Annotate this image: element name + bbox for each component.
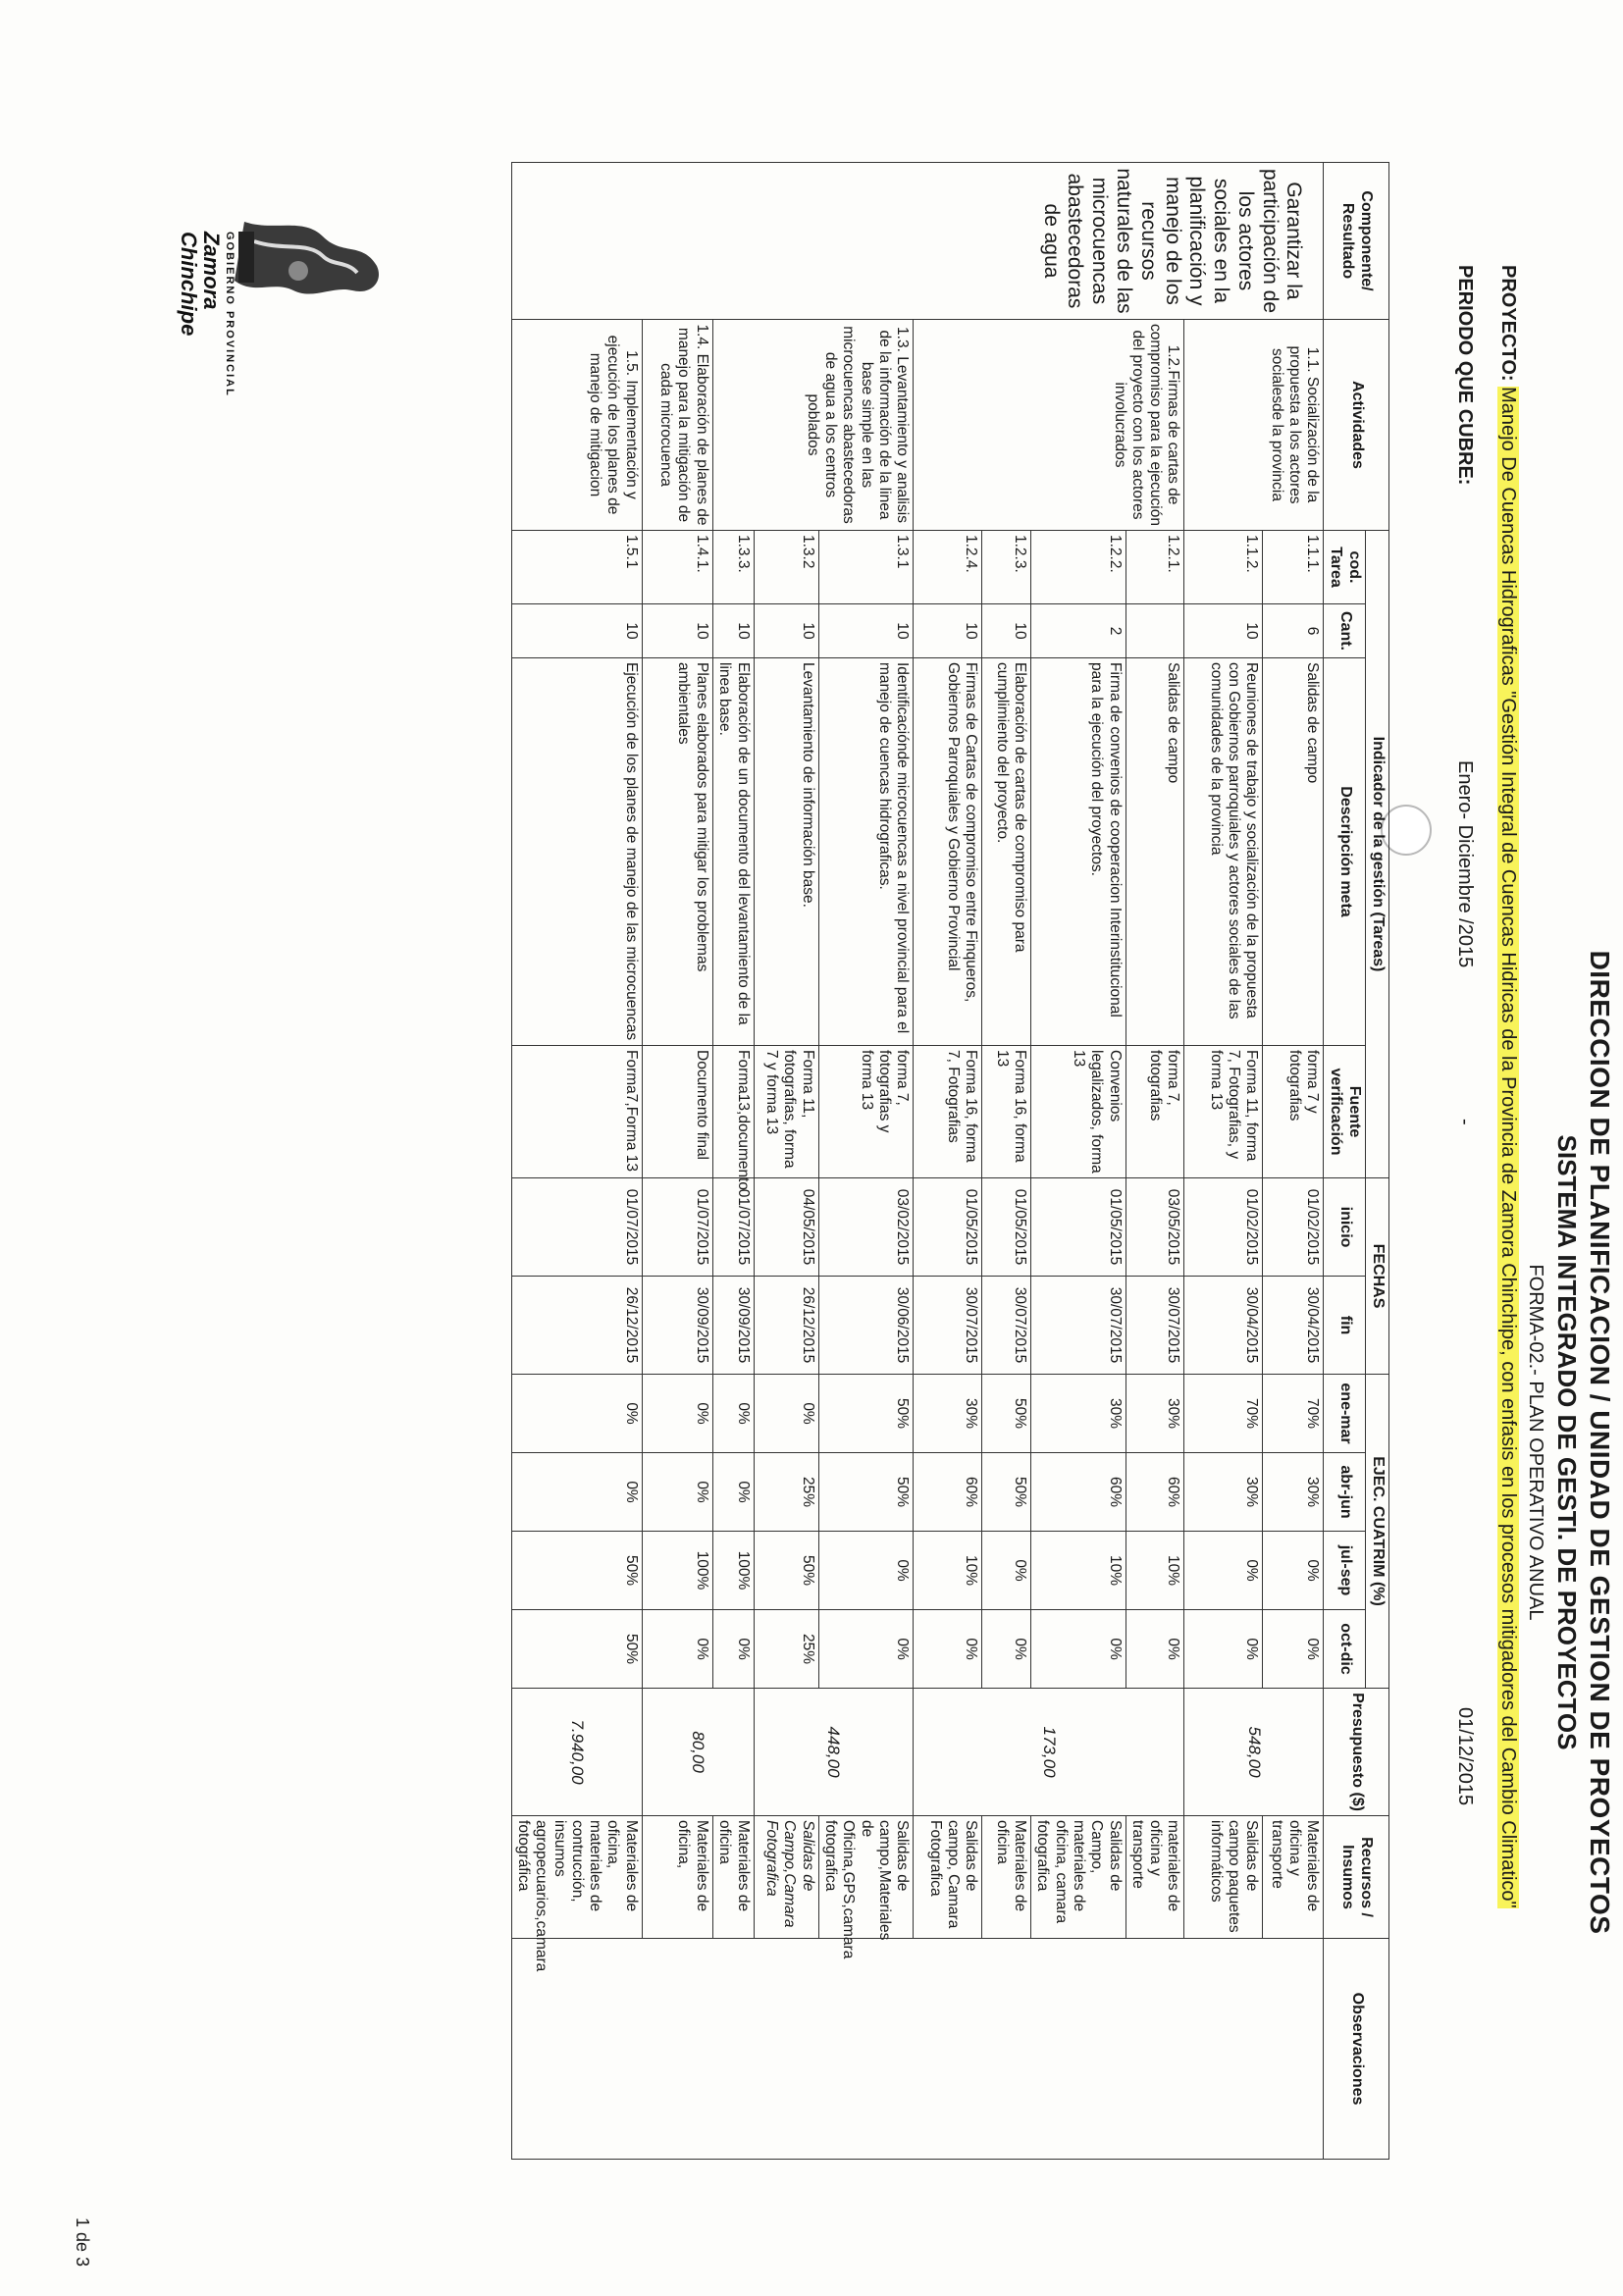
- task-code: 1.2.1.: [1126, 531, 1184, 604]
- task-q3: 100%: [712, 1532, 754, 1610]
- task-q2: 60%: [1031, 1453, 1126, 1532]
- task-q3: 10%: [1126, 1532, 1184, 1610]
- task-q4: 0%: [642, 1610, 712, 1689]
- task-q3: 0%: [982, 1532, 1031, 1610]
- task-qty: [1126, 604, 1184, 658]
- task-q1: 0%: [712, 1375, 754, 1453]
- task-q4: 0%: [712, 1610, 754, 1689]
- task-q1: 0%: [642, 1375, 712, 1453]
- header-q4: oct-dic: [1324, 1610, 1366, 1689]
- task-description: Ejecución de los planes de manejo de las microcuencas: [511, 658, 642, 1046]
- task-q2: 0%: [642, 1453, 712, 1532]
- task-q3: 50%: [754, 1532, 818, 1610]
- task-code: 1.5.1: [511, 531, 642, 604]
- task-start: 01/07/2015: [642, 1178, 712, 1277]
- task-end: 30/09/2015: [712, 1277, 754, 1375]
- task-resources: Materiales de oficina y transporte: [1263, 1816, 1324, 1939]
- task-source: Forma7,Forma 13: [511, 1046, 642, 1178]
- document-title: DIRECCION DE PLANIFICACION / UNIDAD DE GESTION DE PROYECTOS: [1585, 950, 1615, 1935]
- activity-1-2: 1.2.Firmas de cartas de compromiso para la ejecución del proyecto con los actores involucrados: [914, 320, 1184, 531]
- task-source: forma 7, fotografias: [1126, 1046, 1184, 1178]
- header-code: cod. Tarea: [1324, 531, 1366, 604]
- task-start: 03/02/2015: [818, 1178, 913, 1277]
- header-execution: EJEC. CUATRIM (%): [1366, 1375, 1389, 1689]
- task-qty: 10: [754, 604, 818, 658]
- task-qty: 2: [1031, 604, 1126, 658]
- task-source: forma 7 y fotografias: [1263, 1046, 1324, 1178]
- operating-plan-table: [511, 162, 1389, 2160]
- task-start: 04/05/2015: [754, 1178, 818, 1277]
- task-q2: 50%: [818, 1453, 913, 1532]
- task-end: 30/04/2015: [1263, 1277, 1324, 1375]
- task-description: Firmas de Cartas de compromiso entre Finqueros, Gobiernos Parroquiales y Gobierno Provincial: [914, 658, 982, 1046]
- logo-government-label: GOBIERNO PROVINCIAL: [224, 232, 236, 397]
- task-q2: 30%: [1263, 1453, 1324, 1532]
- task-q4: 25%: [754, 1610, 818, 1689]
- task-end: 26/12/2015: [511, 1277, 642, 1375]
- task-q4: 0%: [1031, 1610, 1126, 1689]
- task-code: 1.3.3.: [712, 531, 754, 604]
- task-q4: 0%: [1263, 1610, 1324, 1689]
- header-description: Descripción meta: [1324, 658, 1366, 1046]
- task-source: Forma 16, forma 7, Fotografias: [914, 1046, 982, 1178]
- task-start: 01/02/2015: [1184, 1178, 1263, 1277]
- task-description: Elaboración de un documento del levantamiento de la linea base.: [712, 658, 754, 1046]
- task-q1: 30%: [1031, 1375, 1126, 1453]
- task-end: 30/07/2015: [1126, 1277, 1184, 1375]
- page-number: 1 de 3: [73, 2218, 92, 2268]
- task-q3: 10%: [914, 1532, 982, 1610]
- task-end: 26/12/2015: [754, 1277, 818, 1375]
- task-q2: 0%: [511, 1453, 642, 1532]
- header-activities: Actividades: [1324, 320, 1389, 531]
- budget-1-3: 448,00: [754, 1689, 913, 1816]
- task-q3: 0%: [1263, 1532, 1324, 1610]
- task-end: 30/04/2015: [1184, 1277, 1263, 1375]
- task-q4: 0%: [914, 1610, 982, 1689]
- header-q1: ene-mar: [1324, 1375, 1366, 1453]
- provincial-logo: [112, 116, 392, 397]
- task-resources: materiales de oficina y transporte: [1126, 1816, 1184, 1939]
- task-description: Reuniones de trabajo y socialización de la propuesta con Gobiernos parroquiales y actores sociales de las comunidades de la provincia: [1184, 658, 1263, 1046]
- task-code: 1.2.4.: [914, 531, 982, 604]
- task-q1: 30%: [914, 1375, 982, 1453]
- task-q2: 0%: [712, 1453, 754, 1532]
- header-end: fin: [1324, 1277, 1366, 1375]
- task-source: forma 7, fotografias y forma 13: [818, 1046, 913, 1178]
- activity-1-3: 1.3. Levantamiento y analisis de la información de la linea base simple en las microcuencas abastecedoras de agua a los centros poblados: [712, 320, 913, 531]
- activity-1-4: 1.4. Elaboración de planes de manejo para la mitigación de cada microcuenca: [642, 320, 712, 531]
- budget-1-2: 173,00: [914, 1689, 1184, 1816]
- task-resources: Salidas de campo,Materiales de Oficina,GPS,camara fotografica: [818, 1816, 913, 1939]
- task-resources: Materiales de oficina: [712, 1816, 754, 1939]
- budget-1-4: 80,00: [642, 1689, 754, 1816]
- header-source: Fuente verificación: [1324, 1046, 1366, 1178]
- task-source: Forma 11, forma 7, Fotografias, y forma 13: [1184, 1046, 1263, 1178]
- budget-1-5: 7.940,00: [511, 1689, 642, 1816]
- header-budget: Presupuesto ($): [1324, 1689, 1389, 1816]
- task-resources: Salidas de campo, Camara Fotografica: [914, 1816, 982, 1939]
- task-q2: 30%: [1184, 1453, 1263, 1532]
- task-q1: 70%: [1184, 1375, 1263, 1453]
- task-q3: 0%: [818, 1532, 913, 1610]
- task-qty: 10: [914, 604, 982, 658]
- task-resources: Salidas de Campo, materiales de oficina, camara fotografica: [1031, 1816, 1126, 1939]
- task-qty: 10: [1184, 604, 1263, 658]
- report-date: 01/12/2015: [1454, 1707, 1476, 1806]
- task-end: 30/07/2015: [914, 1277, 982, 1375]
- task-code: 1.3.1: [818, 531, 913, 604]
- component-cell: Garantizar la participación de los actores sociales en la planificación y manejo de los recursos naturales de las microcuencas abastecedoras de agua: [511, 163, 1324, 320]
- project-label: PROYECTO:: [1497, 265, 1519, 382]
- task-source: Convenios legalizados, forma 13: [1031, 1046, 1126, 1178]
- period-value: Enero- Diciembre /2015: [1454, 760, 1476, 968]
- task-start: 01/05/2015: [982, 1178, 1031, 1277]
- task-q1: 30%: [1126, 1375, 1184, 1453]
- task-code: 1.2.2.: [1031, 531, 1126, 604]
- task-q1: 50%: [818, 1375, 913, 1453]
- task-description: Planes elaborados para mitigar los problemas ambientales: [642, 658, 712, 1046]
- header-indicator: Indicador de la gestión (Tareas): [1366, 531, 1389, 1178]
- task-resources: Salidas de campo paquetes informáticos: [1184, 1816, 1263, 1939]
- task-q4: 0%: [818, 1610, 913, 1689]
- task-source: Forma 16, forma 13: [982, 1046, 1031, 1178]
- task-q1: 70%: [1263, 1375, 1324, 1453]
- task-qty: 10: [712, 604, 754, 658]
- task-code: 1.4.1.: [642, 531, 712, 604]
- task-q3: 100%: [642, 1532, 712, 1610]
- task-description: Salidas de campo: [1126, 658, 1184, 1046]
- header-q3: jul-sep: [1324, 1532, 1366, 1610]
- header-resources: Recursos / Insumos: [1324, 1816, 1389, 1939]
- task-source: Documento final: [642, 1046, 712, 1178]
- task-description: Identificaciónde microcuencas a nivel provincial para el manejo de cuencas hidrograficas.: [818, 658, 913, 1046]
- task-q3: 0%: [1184, 1532, 1263, 1610]
- activity-1-1: 1.1. Socialización de la propuesta a los actores socialesde la provincia: [1184, 320, 1324, 531]
- task-q4: 0%: [1126, 1610, 1184, 1689]
- header-dates: FECHAS: [1366, 1178, 1389, 1375]
- header-notes: Observaciones: [1324, 1939, 1389, 2160]
- task-q1: 50%: [982, 1375, 1031, 1453]
- task-code: 1.1.1.: [1263, 531, 1324, 604]
- header-start: inicio: [1324, 1178, 1366, 1277]
- task-q4: 0%: [982, 1610, 1031, 1689]
- task-qty: 10: [642, 604, 712, 658]
- task-qty: 10: [982, 604, 1031, 658]
- header-q2: abr-jun: [1324, 1453, 1366, 1532]
- task-start: 01/05/2015: [914, 1178, 982, 1277]
- task-q2: 25%: [754, 1453, 818, 1532]
- header-qty: Cant.: [1324, 604, 1366, 658]
- task-q4: 50%: [511, 1610, 642, 1689]
- logo-name: Zamora Chinchipe: [177, 232, 225, 337]
- task-start: 01/02/2015: [1263, 1178, 1324, 1277]
- task-qty: 6: [1263, 604, 1324, 658]
- task-end: 30/07/2015: [1031, 1277, 1126, 1375]
- task-q4: 0%: [1184, 1610, 1263, 1689]
- task-start: 01/07/2015: [712, 1178, 754, 1277]
- task-description: Elaboración de cartas de compromiso para cumplimiento del proyecto.: [982, 658, 1031, 1046]
- task-resources: Materiales de oficina: [982, 1816, 1031, 1939]
- task-description: Levantamiento de información base.: [754, 658, 818, 1046]
- task-end: 30/07/2015: [982, 1277, 1031, 1375]
- task-description: Firma de convenios de cooperacion Interinstitucional para la ejecución del proyectos.: [1031, 658, 1126, 1046]
- task-q2: 50%: [982, 1453, 1031, 1532]
- task-q2: 60%: [1126, 1453, 1184, 1532]
- task-end: 30/09/2015: [642, 1277, 712, 1375]
- task-start: 01/05/2015: [1031, 1178, 1126, 1277]
- task-q3: 10%: [1031, 1532, 1126, 1610]
- task-qty: 10: [511, 604, 642, 658]
- task-q1: 0%: [511, 1375, 642, 1453]
- period-dash: -: [1454, 1119, 1476, 1125]
- task-resources: Materiales de oficina, materiales de contrucción, insumos agropecuarios,camara fotográfica: [511, 1816, 642, 1939]
- task-q3: 50%: [511, 1532, 642, 1610]
- task-end: 30/06/2015: [818, 1277, 913, 1375]
- period-label: PERIODO QUE CUBRE:: [1454, 265, 1476, 486]
- project-name: Manejo De Cuencas Hidrograficas "Gestión Integral de Cuencas Hidricas de la Provincia de Zamora Chinchipe, con enfasis en los procesos mitigadores del Cambio Climatico": [1497, 387, 1519, 1908]
- document-subtitle: SISTEMA INTEGRADO DE GESTI. DE PROYECTOS: [1552, 1134, 1582, 1750]
- task-start: 03/05/2015: [1126, 1178, 1184, 1277]
- task-q1: 0%: [754, 1375, 818, 1453]
- activity-1-5: 1.5. Implementación y ejecución de los planes de manejo de mitigacion: [511, 320, 642, 531]
- task-description: Salidas de campo: [1263, 658, 1324, 1046]
- task-q2: 60%: [914, 1453, 982, 1532]
- task-code: 1.1.2.: [1184, 531, 1263, 604]
- task-source: Forma 11, fotografias, forma 7 y forma 13: [754, 1046, 818, 1178]
- task-source: Forma13,documento: [712, 1046, 754, 1178]
- budget-1-1: 548,00: [1184, 1689, 1324, 1816]
- task-resources: Materiales de oficina,: [642, 1816, 712, 1939]
- header-component: Componente/ Resultado: [1324, 163, 1389, 320]
- form-name: FORMA-02.- PLAN OPERATIVO ANUAL: [1525, 1264, 1546, 1621]
- project-line: [1496, 265, 1519, 2178]
- notes-cell: [511, 1939, 1324, 2160]
- task-qty: 10: [818, 604, 913, 658]
- task-code: 1.2.3.: [982, 531, 1031, 604]
- task-resources: Salidas de Campo,Camara Fotografica: [754, 1816, 818, 1939]
- task-code: 1.3.2: [754, 531, 818, 604]
- task-start: 01/07/2015: [511, 1178, 642, 1277]
